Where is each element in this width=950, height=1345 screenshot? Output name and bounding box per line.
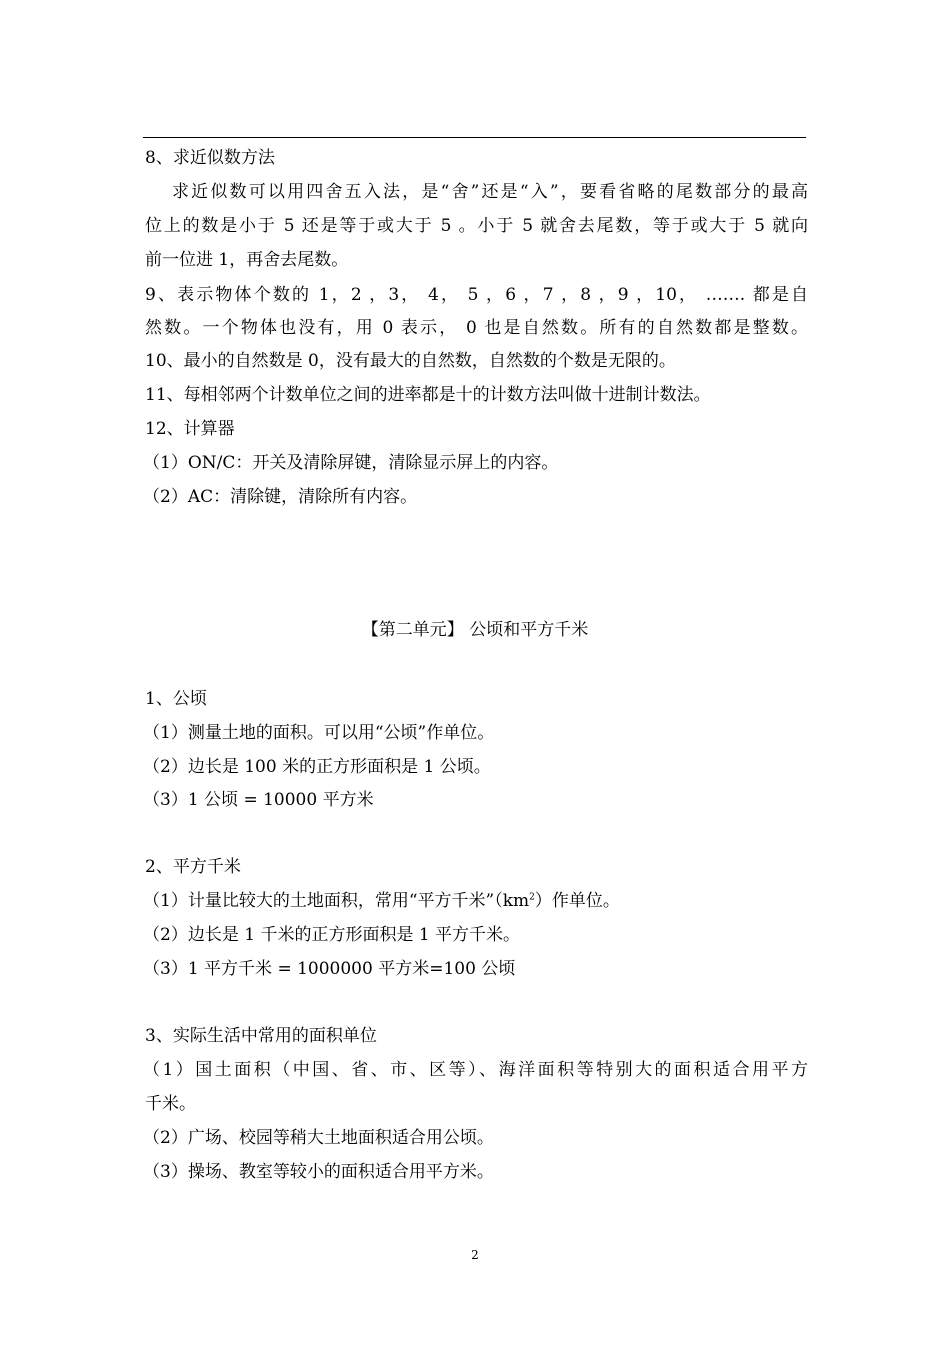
s3-item-2: （2）广场、校园等稍大土地面积适合用公顷。 <box>143 1128 494 1148</box>
s1-heading: 1、公顷 <box>145 689 207 709</box>
s2-item-3: （3）1 平方千米 = 1000000 平方米=100 公顷 <box>143 959 516 979</box>
s3-item-1-line-2: 千米。 <box>145 1094 196 1114</box>
item-10: 10、最小的自然数是 0，没有最大的自然数，自然数的个数是无限的。 <box>145 351 676 371</box>
s1-item-2: （2）边长是 100 米的正方形面积是 1 公顷。 <box>143 757 491 777</box>
calculator-on-c: （1）ON/C：开关及清除屏键，清除显示屏上的内容。 <box>143 453 559 473</box>
s3-item-1-line-1: （1）国土面积（中国、省、市、区等）、海洋面积等特别大的面积适合用平方 <box>143 1060 808 1080</box>
s2-item-1 <box>143 891 806 911</box>
superscript-2: 2 <box>529 892 535 903</box>
s3-heading: 3、实际生活中常用的面积单位 <box>145 1026 377 1046</box>
s2-heading: 2、平方千米 <box>145 857 241 877</box>
item-8-text-line-1: 求近似数可以用四舍五入法，是“舍”还是“入”，要看省略的尾数部分的最高 <box>172 182 808 202</box>
item-11: 11、每相邻两个计数单位之间的进率都是十的计数方法叫做十进制计数法。 <box>145 385 711 405</box>
item-8-text-line-3: 前一位进 1，再舍去尾数。 <box>145 250 349 270</box>
item-9-line-2: 然数。一个物体也没有，用 0 表示， 0 也是自然数。所有的自然数都是整数。 <box>145 318 808 338</box>
item-9-line-1: 9、表示物体个数的 1，2 ，3， 4， 5 ，6 ，7 ，8 ，9 ，10， ……. 都是自 <box>145 285 808 305</box>
calculator-ac: （2）AC：清除键，清除所有内容。 <box>143 487 418 507</box>
s2-item-2: （2）边长是 1 千米的正方形面积是 1 平方千米。 <box>143 925 521 945</box>
s1-item-3: （3）1 公顷 = 10000 平方米 <box>143 790 374 810</box>
item-12-heading: 12、计算器 <box>145 419 235 439</box>
s1-item-1: （1）测量土地的面积。可以用“公顷”作单位。 <box>143 723 495 743</box>
header-rule <box>143 137 806 138</box>
s2-item-1-pre: （1）计量比较大的土地面积，常用“平方千米”（km <box>143 891 530 911</box>
s3-item-3: （3）操场、教室等较小的面积适合用平方米。 <box>143 1162 494 1182</box>
s2-item-1-post: ）作单位。 <box>534 891 620 911</box>
item-8-heading: 8、求近似数方法 <box>145 148 275 168</box>
item-8-text-line-2: 位上的数是小于 5 还是等于或大于 5 。小于 5 就舍去尾数，等于或大于 5 就向 <box>145 216 808 236</box>
page-number: 2 <box>471 1248 479 1262</box>
section-title: 【第二单元】 公顷和平方千米 <box>361 620 589 640</box>
